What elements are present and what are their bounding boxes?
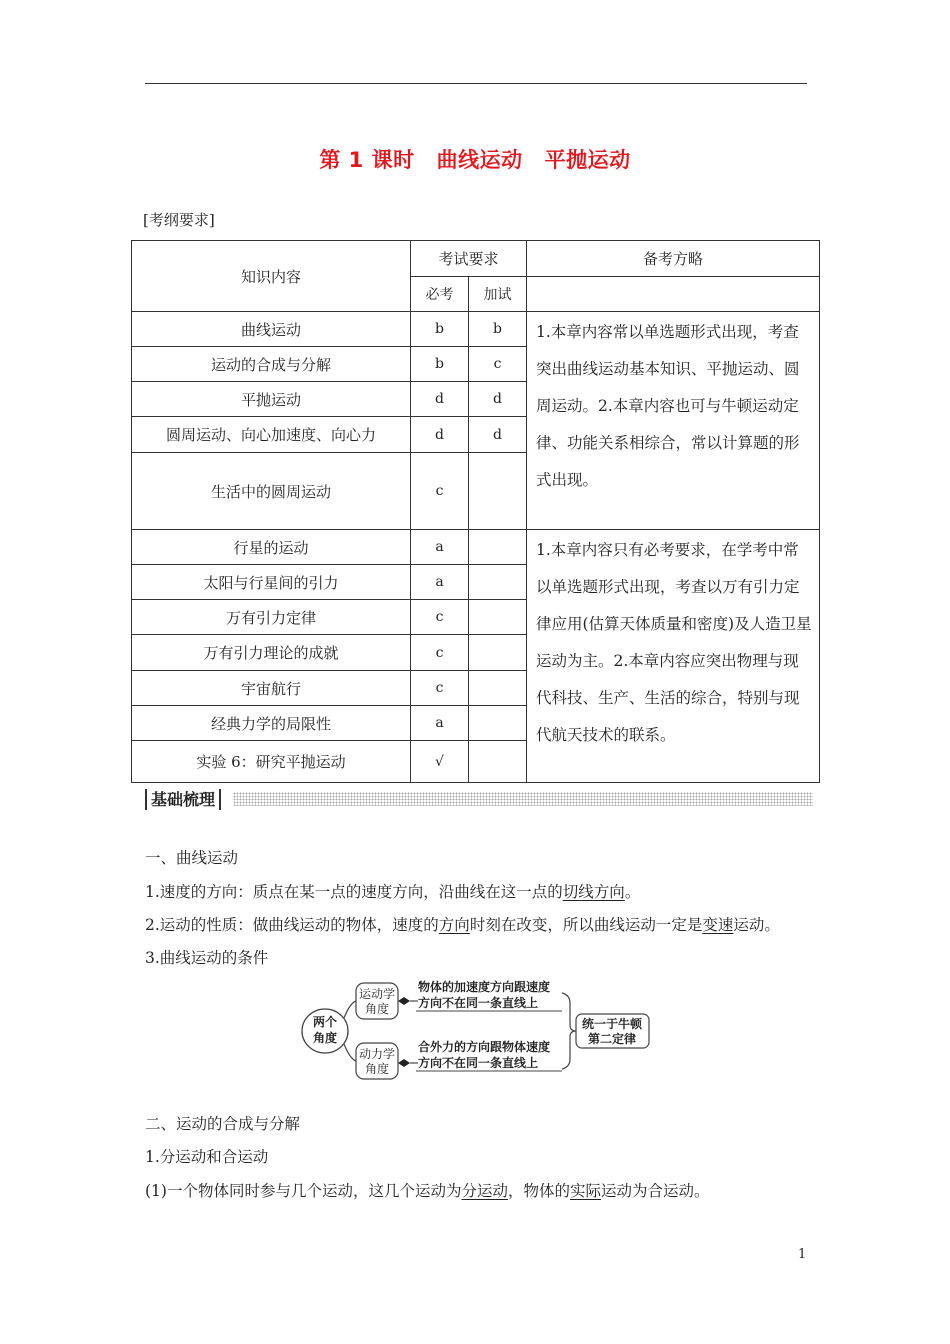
text: 运动。 — [733, 916, 780, 934]
required-cell: c — [411, 453, 469, 530]
text: 运动为合运动。 — [601, 1182, 710, 1200]
connector-bottom — [344, 1044, 356, 1061]
paragraph-curve-condition: 3.曲线运动的条件 — [145, 949, 269, 967]
page-number: 1 — [798, 1247, 807, 1262]
newton-law-text-1: 统一于牛顿 — [581, 1017, 643, 1031]
required-cell: c — [411, 635, 469, 671]
strategy-block-2 — [527, 530, 820, 783]
text: 1.速度的方向：质点在某一点的速度方向，沿曲线在这一点的 — [145, 883, 563, 901]
paragraph-component-motion: 1.分运动和合运动 — [145, 1148, 269, 1166]
strategy-text-1: 1.本章内容常以单选题形式出现，考查突出曲线运动基本知识、平抛运动、圆周运动。2.本章内容也可与牛顿运动定律、功能关系相综合，常以计算题的形式出现。 — [536, 323, 800, 489]
table-row — [132, 312, 820, 347]
kinematics-statement-2: 方向不在同一条直线上 — [418, 996, 539, 1010]
strategy-block-1 — [527, 312, 820, 530]
right-brace — [562, 993, 576, 1069]
lesson-title — [0, 144, 950, 174]
required-cell: √ — [411, 741, 469, 783]
title-topic-2: 平抛运动 — [544, 148, 631, 172]
underlined-answer: 实际 — [570, 1182, 602, 1200]
knowledge-cell: 宇宙航行 — [132, 671, 411, 706]
required-cell: a — [411, 706, 469, 741]
dynamics-text-2: 角度 — [364, 1062, 390, 1076]
extra-cell — [469, 453, 527, 530]
syllabus-label: [考纲要求] — [143, 211, 215, 229]
knowledge-cell: 太阳与行星间的引力 — [132, 565, 411, 600]
newton-law-text-2: 第二定律 — [587, 1032, 637, 1046]
section-header — [145, 789, 813, 810]
underlined-answer: 方向 — [438, 916, 470, 934]
extra-cell — [469, 565, 527, 600]
extra-cell: b — [469, 312, 527, 347]
knowledge-cell: 圆周运动、向心加速度、向心力 — [132, 417, 411, 453]
text: 2.运动的性质：做曲线运动的物体，速度的 — [145, 916, 439, 934]
extra-cell: d — [469, 417, 527, 453]
extra-cell: d — [469, 382, 527, 417]
header-rule — [145, 83, 807, 84]
dynamics-arrow-head — [398, 1059, 410, 1067]
section-header-dots — [233, 792, 813, 806]
dynamics-text-1: 动力学 — [358, 1047, 396, 1061]
underlined-answer: 分运动 — [461, 1182, 508, 1200]
dynamics-statement-1: 合外力的方向跟物体速度 — [418, 1040, 551, 1054]
underlined-answer: 切线方向 — [562, 883, 625, 901]
kinematics-text-2: 角度 — [364, 1002, 390, 1016]
knowledge-cell: 平抛运动 — [132, 382, 411, 417]
required-cell: a — [411, 530, 469, 565]
required-cell: c — [411, 600, 469, 635]
header-strategy: 备考方略 — [527, 241, 820, 277]
knowledge-cell: 万有引力理论的成就 — [132, 635, 411, 671]
header-required: 必考 — [411, 277, 469, 312]
syllabus-table — [131, 240, 820, 783]
knowledge-cell: 曲线运动 — [132, 312, 411, 347]
extra-cell — [469, 600, 527, 635]
paragraph-component-definition — [145, 1179, 710, 1201]
extra-cell — [469, 741, 527, 783]
required-cell: a — [411, 565, 469, 600]
text: 时刻在改变，所以曲线运动一定是 — [469, 916, 703, 934]
extra-cell — [469, 635, 527, 671]
title-lesson-number: 第 1 课时 — [319, 148, 415, 172]
text: (1)一个物体同时参与几个运动，这几个运动为 — [145, 1182, 462, 1200]
kinematics-statement-1: 物体的加速度方向跟速度 — [418, 980, 551, 994]
knowledge-cell: 经典力学的局限性 — [132, 706, 411, 741]
underlined-answer: 变速 — [702, 916, 734, 934]
table-row — [132, 530, 820, 565]
center-text-2: 角度 — [312, 1031, 338, 1045]
required-cell: d — [411, 417, 469, 453]
knowledge-cell: 实验 6：研究平抛运动 — [132, 741, 411, 783]
paragraph-motion-nature — [145, 913, 780, 935]
dynamics-statement-2: 方向不在同一条直线上 — [418, 1056, 539, 1070]
condition-diagram — [300, 973, 655, 1085]
paragraph-velocity-direction — [145, 880, 640, 902]
kinematics-text-1: 运动学 — [358, 987, 396, 1001]
section-label: 基础梳理 — [145, 789, 221, 810]
section-1-heading: 一、曲线运动 — [145, 849, 239, 867]
header-knowledge: 知识内容 — [132, 241, 411, 312]
title-topic-1: 曲线运动 — [436, 148, 523, 172]
required-cell: c — [411, 671, 469, 706]
extra-cell — [469, 706, 527, 741]
header-extra: 加试 — [469, 277, 527, 312]
knowledge-cell: 行星的运动 — [132, 530, 411, 565]
strategy-text-2: 1.本章内容只有必考要求，在学考中常以单选题形式出现，考查以万有引力定律应用(估算天体质量和密度)及人造卫星运动为主。2.本章内容应突出物理与现代科技、生产、生活的综合，特别与现代航天技术的联系。 — [536, 541, 812, 744]
text: 。 — [624, 883, 641, 901]
text: ，物体的 — [507, 1182, 570, 1200]
kinematics-arrow-head — [398, 997, 410, 1005]
knowledge-cell: 万有引力定律 — [132, 600, 411, 635]
extra-cell — [469, 530, 527, 565]
center-text-1: 两个 — [312, 1015, 338, 1029]
required-cell: d — [411, 382, 469, 417]
extra-cell — [469, 671, 527, 706]
required-cell: b — [411, 312, 469, 347]
header-strategy-blank — [527, 277, 820, 312]
knowledge-cell: 生活中的圆周运动 — [132, 453, 411, 530]
knowledge-cell: 运动的合成与分解 — [132, 347, 411, 382]
connector-top — [344, 1001, 356, 1018]
required-cell: b — [411, 347, 469, 382]
extra-cell: c — [469, 347, 527, 382]
section-2-heading: 二、运动的合成与分解 — [145, 1115, 301, 1133]
header-exam: 考试要求 — [411, 241, 527, 277]
